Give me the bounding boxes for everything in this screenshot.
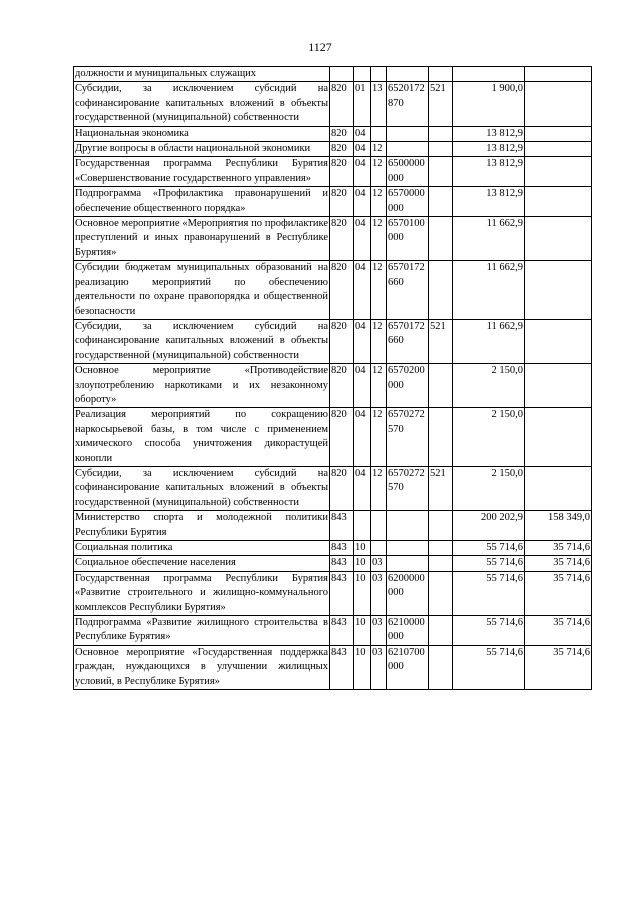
row-amount-2-cell bbox=[525, 217, 592, 261]
row-grbs-code-cell: 820 bbox=[330, 142, 354, 157]
row-section-code-cell: 04 bbox=[354, 408, 371, 467]
row-target-article-cell: 6200000000 bbox=[387, 571, 429, 615]
row-target-article-cell: 6570172660 bbox=[387, 319, 429, 363]
row-amount-1-cell: 55 714,6 bbox=[453, 556, 525, 571]
row-grbs-code-cell: 820 bbox=[330, 466, 354, 510]
row-target-article-cell: 6570000000 bbox=[387, 187, 429, 217]
row-section-code-cell: 04 bbox=[354, 126, 371, 141]
row-expense-type-cell bbox=[429, 408, 453, 467]
row-name-cell: Социальная политика bbox=[74, 541, 330, 556]
table-row bbox=[74, 645, 592, 689]
row-expense-type-cell bbox=[429, 157, 453, 187]
row-target-article-cell: 6520172870 bbox=[387, 82, 429, 126]
row-name-cell: Реализация мероприятий по сокращению наркосырьевой базы, в том числе с применением химического способа уничтожения дикорастущей конопли bbox=[74, 408, 330, 467]
row-expense-type-cell bbox=[429, 616, 453, 646]
row-subsection-code-cell bbox=[371, 541, 387, 556]
row-target-article-cell: 6210700000 bbox=[387, 645, 429, 689]
row-section-code-cell: 10 bbox=[354, 541, 371, 556]
row-grbs-code-cell: 820 bbox=[330, 319, 354, 363]
table-row bbox=[74, 142, 592, 157]
row-subsection-code-cell: 03 bbox=[371, 616, 387, 646]
row-amount-1-cell: 2 150,0 bbox=[453, 364, 525, 408]
table-row bbox=[74, 67, 592, 82]
row-subsection-code-cell bbox=[371, 511, 387, 541]
row-name-cell: Субсидии, за исключением субсидий на софинансирование капитальных вложений в объекты государственной (муниципальной) собственности bbox=[74, 82, 330, 126]
row-grbs-code-cell: 843 bbox=[330, 556, 354, 571]
row-name-cell: Другие вопросы в области национальной экономики bbox=[74, 142, 330, 157]
table-row bbox=[74, 408, 592, 467]
row-section-code-cell: 10 bbox=[354, 571, 371, 615]
row-subsection-code-cell bbox=[371, 126, 387, 141]
row-grbs-code-cell: 820 bbox=[330, 364, 354, 408]
table-row bbox=[74, 511, 592, 541]
row-amount-1-cell: 2 150,0 bbox=[453, 466, 525, 510]
row-expense-type-cell bbox=[429, 511, 453, 541]
row-grbs-code-cell: 820 bbox=[330, 82, 354, 126]
table-row bbox=[74, 364, 592, 408]
row-amount-2-cell: 158 349,0 bbox=[525, 511, 592, 541]
row-section-code-cell: 04 bbox=[354, 157, 371, 187]
row-amount-2-cell: 35 714,6 bbox=[525, 541, 592, 556]
row-target-article-cell: 6210000000 bbox=[387, 616, 429, 646]
row-expense-type-cell bbox=[429, 645, 453, 689]
row-subsection-code-cell: 03 bbox=[371, 556, 387, 571]
row-amount-2-cell bbox=[525, 82, 592, 126]
row-name-cell: Субсидии, за исключением субсидий на софинансирование капитальных вложений в объекты государственной (муниципальной) собственности bbox=[74, 466, 330, 510]
row-expense-type-cell bbox=[429, 217, 453, 261]
row-grbs-code-cell: 843 bbox=[330, 511, 354, 541]
row-expense-type-cell bbox=[429, 364, 453, 408]
row-subsection-code-cell: 03 bbox=[371, 571, 387, 615]
row-amount-1-cell: 55 714,6 bbox=[453, 571, 525, 615]
row-subsection-code-cell: 12 bbox=[371, 261, 387, 320]
table-row bbox=[74, 571, 592, 615]
row-target-article-cell: 6570172660 bbox=[387, 261, 429, 320]
row-grbs-code-cell: 820 bbox=[330, 187, 354, 217]
row-target-article-cell: 6570272570 bbox=[387, 408, 429, 467]
row-amount-2-cell bbox=[525, 126, 592, 141]
table-row bbox=[74, 126, 592, 141]
row-subsection-code-cell: 03 bbox=[371, 645, 387, 689]
table-row bbox=[74, 157, 592, 187]
row-amount-1-cell: 11 662,9 bbox=[453, 261, 525, 320]
row-section-code-cell bbox=[354, 67, 371, 82]
row-expense-type-cell bbox=[429, 261, 453, 320]
row-amount-2-cell bbox=[525, 187, 592, 217]
row-amount-1-cell: 1 900,0 bbox=[453, 82, 525, 126]
row-subsection-code-cell: 12 bbox=[371, 142, 387, 157]
row-amount-1-cell: 13 812,9 bbox=[453, 187, 525, 217]
row-amount-1-cell: 11 662,9 bbox=[453, 319, 525, 363]
row-grbs-code-cell: 820 bbox=[330, 157, 354, 187]
row-amount-1-cell bbox=[453, 67, 525, 82]
row-amount-2-cell bbox=[525, 142, 592, 157]
row-target-article-cell bbox=[387, 511, 429, 541]
table-row bbox=[74, 82, 592, 126]
budget-table bbox=[73, 66, 592, 690]
row-name-cell: Субсидии бюджетам муниципальных образований на реализацию мероприятий по обеспечению деятельности по охране правопорядка и общественной безопасности bbox=[74, 261, 330, 320]
row-grbs-code-cell: 820 bbox=[330, 408, 354, 467]
row-section-code-cell: 04 bbox=[354, 319, 371, 363]
row-subsection-code-cell: 12 bbox=[371, 187, 387, 217]
row-target-article-cell: 6570100000 bbox=[387, 217, 429, 261]
row-name-cell: Основное мероприятие «Противодействие злоупотреблению наркотиками и их незаконному обороту» bbox=[74, 364, 330, 408]
row-expense-type-cell bbox=[429, 187, 453, 217]
row-amount-2-cell: 35 714,6 bbox=[525, 616, 592, 646]
table-row bbox=[74, 556, 592, 571]
row-target-article-cell bbox=[387, 67, 429, 82]
row-target-article-cell bbox=[387, 556, 429, 571]
page-number: 1127 bbox=[308, 40, 332, 54]
row-amount-2-cell: 35 714,6 bbox=[525, 645, 592, 689]
row-expense-type-cell: 521 bbox=[429, 466, 453, 510]
row-grbs-code-cell: 820 bbox=[330, 217, 354, 261]
row-section-code-cell: 01 bbox=[354, 82, 371, 126]
row-section-code-cell: 04 bbox=[354, 466, 371, 510]
row-name-cell: Государственная программа Республики Бурятия «Совершенствование государственного управления» bbox=[74, 157, 330, 187]
row-target-article-cell bbox=[387, 541, 429, 556]
table-row bbox=[74, 466, 592, 510]
table-row bbox=[74, 261, 592, 320]
row-subsection-code-cell: 12 bbox=[371, 319, 387, 363]
row-section-code-cell: 10 bbox=[354, 616, 371, 646]
row-amount-2-cell: 35 714,6 bbox=[525, 571, 592, 615]
row-section-code-cell bbox=[354, 511, 371, 541]
row-grbs-code-cell: 843 bbox=[330, 571, 354, 615]
row-amount-1-cell: 2 150,0 bbox=[453, 408, 525, 467]
row-section-code-cell: 04 bbox=[354, 187, 371, 217]
row-subsection-code-cell: 12 bbox=[371, 217, 387, 261]
row-section-code-cell: 04 bbox=[354, 364, 371, 408]
row-name-cell: Национальная экономика bbox=[74, 126, 330, 141]
row-grbs-code-cell: 843 bbox=[330, 616, 354, 646]
row-subsection-code-cell: 12 bbox=[371, 364, 387, 408]
row-amount-1-cell: 13 812,9 bbox=[453, 142, 525, 157]
row-section-code-cell: 04 bbox=[354, 261, 371, 320]
row-name-cell: Основное мероприятие «Государственная поддержка граждан, нуждающихся в улучшении жилищных условий, в Республике Бурятия» bbox=[74, 645, 330, 689]
budget-table-body bbox=[74, 67, 592, 690]
row-name-cell: Подпрограмма «Профилактика правонарушений и обеспечение общественного порядка» bbox=[74, 187, 330, 217]
row-amount-2-cell bbox=[525, 67, 592, 82]
row-expense-type-cell bbox=[429, 142, 453, 157]
row-expense-type-cell bbox=[429, 541, 453, 556]
row-amount-1-cell: 11 662,9 bbox=[453, 217, 525, 261]
row-section-code-cell: 04 bbox=[354, 217, 371, 261]
row-grbs-code-cell bbox=[330, 67, 354, 82]
row-target-article-cell bbox=[387, 142, 429, 157]
row-expense-type-cell bbox=[429, 126, 453, 141]
row-grbs-code-cell: 843 bbox=[330, 541, 354, 556]
row-expense-type-cell: 521 bbox=[429, 319, 453, 363]
row-amount-2-cell bbox=[525, 319, 592, 363]
row-amount-1-cell: 13 812,9 bbox=[453, 126, 525, 141]
row-amount-1-cell: 200 202,9 bbox=[453, 511, 525, 541]
row-grbs-code-cell: 843 bbox=[330, 645, 354, 689]
row-amount-1-cell: 55 714,6 bbox=[453, 616, 525, 646]
row-section-code-cell: 10 bbox=[354, 556, 371, 571]
row-expense-type-cell bbox=[429, 67, 453, 82]
row-target-article-cell: 6500000000 bbox=[387, 157, 429, 187]
row-target-article-cell: 6570272570 bbox=[387, 466, 429, 510]
row-section-code-cell: 04 bbox=[354, 142, 371, 157]
row-amount-2-cell bbox=[525, 157, 592, 187]
table-row bbox=[74, 541, 592, 556]
row-grbs-code-cell: 820 bbox=[330, 126, 354, 141]
row-target-article-cell: 6570200000 bbox=[387, 364, 429, 408]
row-name-cell: Подпрограмма «Развитие жилищного строительства в Республике Бурятия» bbox=[74, 616, 330, 646]
row-subsection-code-cell: 12 bbox=[371, 466, 387, 510]
row-subsection-code-cell bbox=[371, 67, 387, 82]
row-amount-2-cell bbox=[525, 408, 592, 467]
row-name-cell: Субсидии, за исключением субсидий на софинансирование капитальных вложений в объекты государственной (муниципальной) собственности bbox=[74, 319, 330, 363]
row-expense-type-cell bbox=[429, 571, 453, 615]
row-subsection-code-cell: 12 bbox=[371, 408, 387, 467]
row-subsection-code-cell: 12 bbox=[371, 157, 387, 187]
row-target-article-cell bbox=[387, 126, 429, 141]
row-subsection-code-cell: 13 bbox=[371, 82, 387, 126]
row-amount-2-cell bbox=[525, 466, 592, 510]
row-name-cell: Государственная программа Республики Бурятия «Развитие строительного и жилищно-коммунального комплексов Республики Бурятия» bbox=[74, 571, 330, 615]
row-amount-2-cell bbox=[525, 364, 592, 408]
row-name-cell: Министерство спорта и молодежной политики Республики Бурятия bbox=[74, 511, 330, 541]
row-expense-type-cell bbox=[429, 556, 453, 571]
row-amount-2-cell: 35 714,6 bbox=[525, 556, 592, 571]
table-row bbox=[74, 217, 592, 261]
row-name-cell: Социальное обеспечение населения bbox=[74, 556, 330, 571]
table-row bbox=[74, 319, 592, 363]
row-grbs-code-cell: 820 bbox=[330, 261, 354, 320]
row-expense-type-cell: 521 bbox=[429, 82, 453, 126]
row-amount-1-cell: 55 714,6 bbox=[453, 645, 525, 689]
row-amount-1-cell: 55 714,6 bbox=[453, 541, 525, 556]
row-section-code-cell: 10 bbox=[354, 645, 371, 689]
row-name-cell: должности и муниципальных служащих bbox=[74, 67, 330, 82]
table-row bbox=[74, 616, 592, 646]
row-amount-2-cell bbox=[525, 261, 592, 320]
row-amount-1-cell: 13 812,9 bbox=[453, 157, 525, 187]
table-row bbox=[74, 187, 592, 217]
row-name-cell: Основное мероприятие «Мероприятия по профилактике преступлений и иных правонарушений в Республике Бурятия» bbox=[74, 217, 330, 261]
